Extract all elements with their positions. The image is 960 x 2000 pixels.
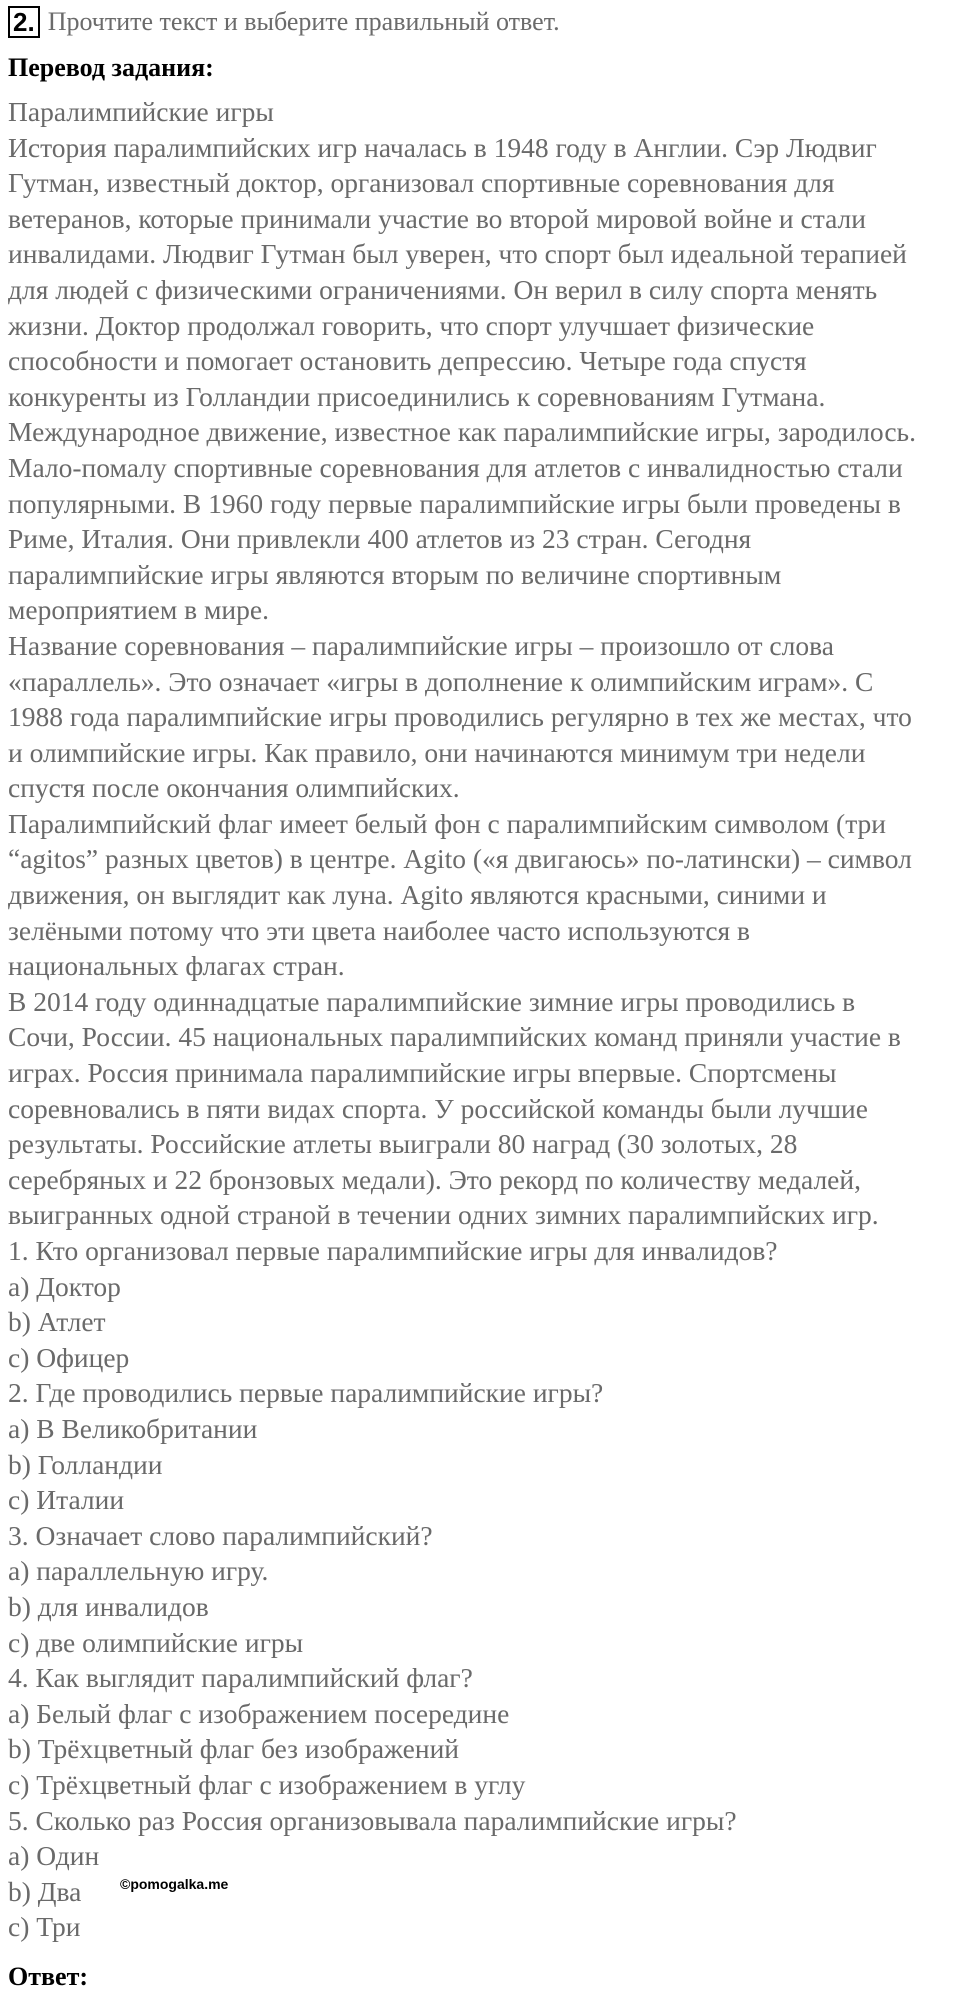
text-line: популярными. В 1960 году первые паралимпийские игры были проведены в [8,487,901,519]
questions-list [8,1233,954,1945]
question-line: a) Один [8,1840,100,1872]
watermark: ©pomogalka.me [120,1876,229,1892]
task-instruction: Прочтите текст и выберите правильный ответ. [47,7,560,36]
question-line: a) Белый флаг с изображением посередине [8,1697,510,1729]
text-line: мероприятием в мире. [8,594,269,626]
question-line: a) параллельную игру. [8,1555,269,1587]
question-line: 4. Как выглядит паралимпийский флаг? [8,1662,473,1694]
text-line: способности и помогает остановить депрессию. Четыре года спустя [8,345,807,377]
question-line: b) Атлет [8,1306,106,1338]
text-line: зелёными потому что эти цвета наиболее часто используются в [8,914,751,946]
text-line: жизни. Доктор продолжал говорить, что спорт улучшает физические [8,309,815,341]
question-line: 3. Означает слово паралимпийский? [8,1519,433,1551]
text-line: играх. Россия принимала паралимпийские игры впервые. Спортсмены [8,1057,837,1089]
text-line: паралимпийские игры являются вторым по величине спортивным [8,558,782,590]
question-line: 1. Кто организовал первые паралимпийские игры для инвалидов? [8,1235,778,1266]
text-paragraphs [8,130,954,1233]
text-line: и олимпийские игры. Как правило, они начинаются минимум три недели [8,736,866,768]
question-line: c) Офицер [8,1341,130,1373]
text-line: результаты. Российские атлеты выиграли 80 наград (30 золотых, 28 [8,1128,798,1160]
text-line: Гутман, известный доктор, организовал спортивные соревнования для [8,167,835,199]
task-number: 2. [8,6,40,38]
text-line: спустя после окончания олимпийских. [8,772,460,804]
text-line: выигранных одной страной в течении одних зимних паралимпийских игр. [8,1199,879,1231]
text-title: Паралимпийские игры [8,96,274,127]
question-line: c) две олимпийские игры [8,1626,304,1658]
text-line: национальных флагах стран. [8,950,345,982]
answer-title: Ответ: [8,1962,89,1991]
question-line: 2. Где проводились первые паралимпийские игры? [8,1377,604,1409]
text-line: «параллель». Это означает «игры в дополнение к олимпийским играм». С [8,665,874,697]
text-line: “agitos” разных цветов) в центре. Agito («я двигаюсь» по-латински) – символ [8,843,912,875]
text-line: ветеранов, которые принимали участие во второй мировой войне и стали [8,202,866,234]
text-line: серебряных и 22 бронзовых медали). Это рекорд по количеству медалей, [8,1163,861,1195]
question-line: b) Два [8,1875,82,1907]
question-line: b) для инвалидов [8,1590,209,1622]
question-line: c) Италии [8,1484,125,1516]
text-line: Сочи, России. 45 национальных паралимпийских команд приняли участие в [8,1021,901,1053]
task-header [8,6,954,38]
question-line: c) Трёхцветный флаг с изображением в углу [8,1768,526,1800]
text-line: Международное движение, известное как паралимпийские игры, зародилось. [8,416,916,448]
text-line: Мало-помалу спортивные соревнования для атлетов с инвалидностью стали [8,451,903,483]
text-line: движения, он выглядит как луна. Agito являются красными, синими и [8,879,827,911]
translation-title: Перевод задания: [8,53,214,82]
question-line: a) Доктор [8,1270,121,1302]
text-line: Паралимпийский флаг имеет белый фон с паралимпийским символом (три [8,807,887,839]
question-line: 5. Сколько раз Россия организовывала паралимпийские игры? [8,1804,737,1836]
text-line: В 2014 году одиннадцатые паралимпийские зимние игры проводились в [8,985,856,1017]
text-line: для людей с физическими ограничениями. Он верил в силу спорта менять [8,273,878,305]
text-line: соревновались в пяти видах спорта. У российской команды были лучшие [8,1092,868,1124]
question-line: a) В Великобритании [8,1412,258,1444]
text-line: конкуренты из Голландии присоединились к соревнованиям Гутмана. [8,380,826,412]
text-line: Название соревнования – паралимпийские игры – произошло от слова [8,629,834,661]
task-body [8,94,954,1945]
text-line: Риме, Италия. Они привлекли 400 атлетов из 23 стран. Сегодня [8,523,752,555]
text-line: инвалидами. Людвиг Гутман был уверен, что спорт был идеальной терапией [8,238,907,270]
question-line: b) Голландии [8,1448,163,1480]
text-line: 1988 года паралимпийские игры проводились регулярно в тех же местах, что [8,701,912,733]
question-line: b) Трёхцветный флаг без изображений [8,1733,460,1765]
question-line: c) Три [8,1911,81,1943]
text-line: История паралимпийских игр началась в 1948 году в Англии. Сэр Людвиг [8,131,877,163]
